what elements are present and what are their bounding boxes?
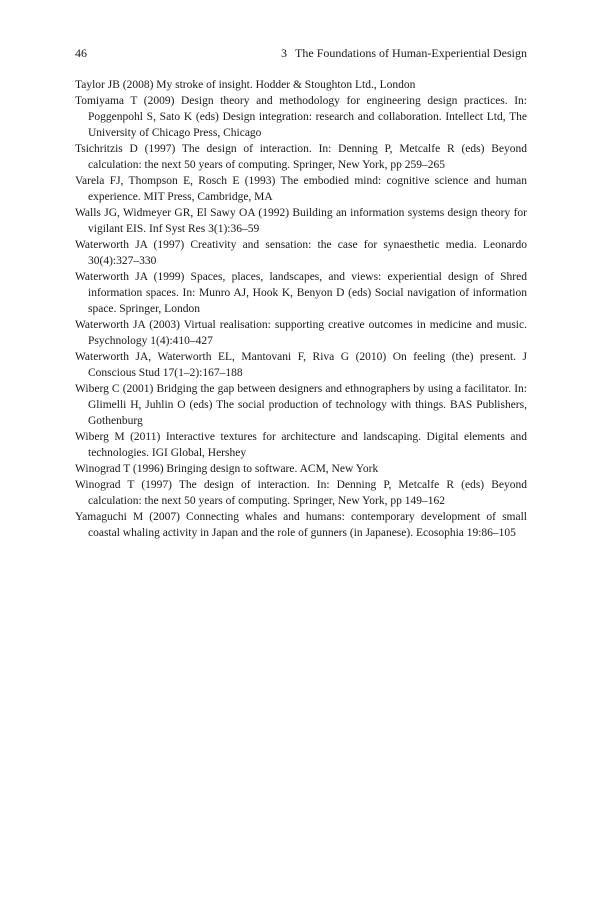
reference-entry: Tomiyama T (2009) Design theory and methodology for engineering design practices. In: Poggenpohl S, Sato K (eds) Design integration: research and collaboration. Intellect Ltd, The University of Chicago Press, Chicago [75,95,527,139]
reference-entry: Taylor JB (2008) My stroke of insight. Hodder & Stoughton Ltd., London [75,79,416,91]
page-number: 46 [75,46,87,60]
reference-entry: Winograd T (1996) Bringing design to software. ACM, New York [75,463,379,475]
reference-entry: Waterworth JA (1999) Spaces, places, landscapes, and views: experiential design of Shred information spaces. In: Munro AJ, Hook K, Benyon D (eds) Social navigation of information space. Springer, London [75,271,527,315]
reference-entry: Walls JG, Widmeyer GR, El Sawy OA (1992) Building an information systems design theory for vigilant EIS. Inf Syst Res 3(1):36–59 [75,207,527,235]
reference-list [75,77,527,541]
reference-entry: Waterworth JA, Waterworth EL, Mantovani F, Riva G (2010) On feeling (the) present. J Conscious Stud 17(1–2):167–188 [75,351,527,379]
reference-entry: Waterworth JA (1997) Creativity and sensation: the case for synaesthetic media. Leonardo 30(4):327–330 [75,239,527,267]
running-head [281,44,527,62]
reference-entry: Tsichritzis D (1997) The design of interaction. In: Denning P, Metcalfe R (eds) Beyond calculation: the next 50 years of computing. Springer, New York, pp 259–265 [75,143,527,171]
reference-entry: Wiberg C (2001) Bridging the gap between designers and ethnographers by using a facilitator. In: Glimelli H, Juhlin O (eds) The social production of technology with things. BAS Publishers, Gothenburg [75,383,527,427]
reference-entry: Yamaguchi M (2007) Connecting whales and humans: contemporary development of small coastal whaling activity in Japan and the role of gunners (in Japanese). Ecosophia 19:86–105 [75,511,527,539]
chapter-number: 3 [281,46,288,60]
chapter-title: The Foundations of Human-Experiential Design [295,46,527,60]
page-header [75,44,527,62]
reference-entry: Winograd T (1997) The design of interaction. In: Denning P, Metcalfe R (eds) Beyond calculation: the next 50 years of computing. Springer, New York, pp 149–162 [75,479,527,507]
reference-entry: Varela FJ, Thompson E, Rosch E (1993) The embodied mind: cognitive science and human experience. MIT Press, Cambridge, MA [75,175,527,203]
reference-entry: Waterworth JA (2003) Virtual realisation: supporting creative outcomes in medicine and music. Psychnology 1(4):410–427 [75,319,527,347]
reference-entry: Wiberg M (2011) Interactive textures for architecture and landscaping. Digital elements and technologies. IGI Global, Hershey [75,431,527,459]
